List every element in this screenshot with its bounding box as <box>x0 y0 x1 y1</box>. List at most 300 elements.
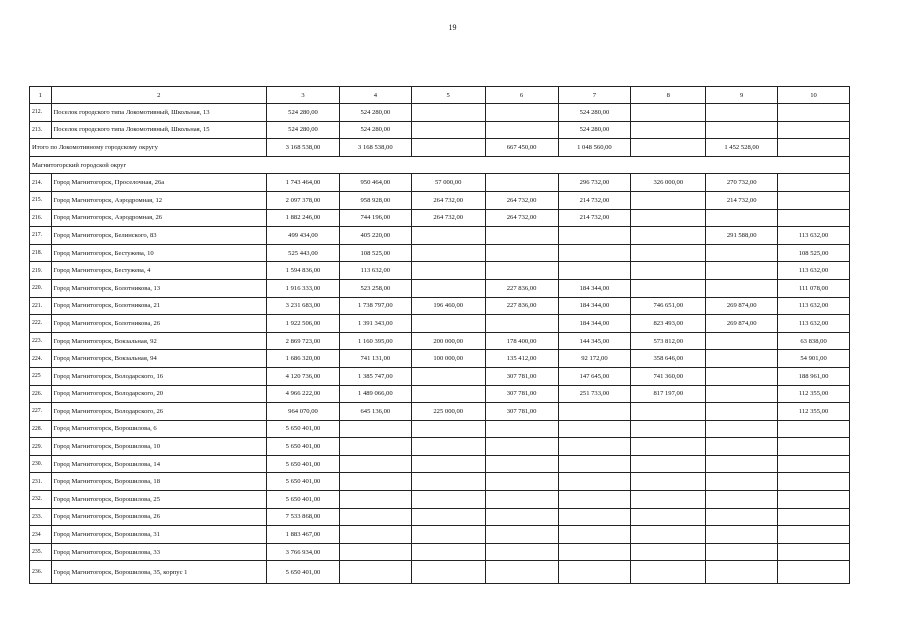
row-number-cell: 236. <box>30 561 52 584</box>
amount-cell: 499 434,00 <box>267 227 340 245</box>
amount-cell: 746 651,00 <box>631 297 706 315</box>
amount-cell <box>558 561 631 584</box>
row-number-cell: 226. <box>30 385 52 403</box>
section-row <box>30 156 850 174</box>
amount-cell <box>411 508 485 526</box>
address-cell: Город Магнитогорск, Ворошилова, 25 <box>51 491 267 509</box>
amount-cell <box>631 420 706 438</box>
amount-cell <box>339 438 411 456</box>
amount-cell: 296 732,00 <box>558 174 631 192</box>
amount-cell: 291 588,00 <box>706 227 778 245</box>
table-row <box>30 244 850 262</box>
amount-cell <box>339 473 411 491</box>
column-number-cell: 3 <box>267 87 340 104</box>
row-number-cell: 225 <box>30 367 52 385</box>
amount-cell: 3 766 934,00 <box>267 543 340 561</box>
amount-cell <box>706 473 778 491</box>
amount-cell <box>411 104 485 122</box>
amount-cell: 1 743 464,00 <box>267 174 340 192</box>
row-number-cell: 215. <box>30 191 52 209</box>
table-row <box>30 121 850 139</box>
amount-cell <box>778 139 850 157</box>
amount-cell <box>558 420 631 438</box>
amount-cell <box>485 438 558 456</box>
table-row <box>30 385 850 403</box>
amount-cell <box>778 543 850 561</box>
amount-cell: 112 355,00 <box>778 403 850 421</box>
amount-cell <box>778 491 850 509</box>
row-number-cell: 213. <box>30 121 52 139</box>
amount-cell: 1 391 343,00 <box>339 315 411 333</box>
row-number-cell: 220. <box>30 279 52 297</box>
amount-cell <box>778 455 850 473</box>
amount-cell <box>631 526 706 544</box>
amount-cell <box>411 227 485 245</box>
table-row <box>30 350 850 368</box>
amount-cell: 135 412,00 <box>485 350 558 368</box>
amount-cell: 405 220,00 <box>339 227 411 245</box>
amount-cell <box>485 508 558 526</box>
amount-cell: 1 385 747,00 <box>339 367 411 385</box>
amount-cell <box>558 526 631 544</box>
amount-cell: 196 460,00 <box>411 297 485 315</box>
address-cell: Город Магнитогорск, Болотникова, 21 <box>51 297 267 315</box>
amount-cell: 1 686 320,00 <box>267 350 340 368</box>
amount-cell: 524 280,00 <box>558 121 631 139</box>
column-number-cell: 9 <box>706 87 778 104</box>
amount-cell <box>706 104 778 122</box>
amount-cell: 523 258,00 <box>339 279 411 297</box>
amount-cell <box>558 543 631 561</box>
amount-cell: 178 400,00 <box>485 332 558 350</box>
address-cell: Город Магнитогорск, Болотникова, 26 <box>51 315 267 333</box>
amount-cell: 112 355,00 <box>778 385 850 403</box>
amount-cell: 214 732,00 <box>706 191 778 209</box>
amount-cell <box>706 438 778 456</box>
row-number-cell: 221. <box>30 297 52 315</box>
address-cell: Город Магнитогорск, Аэродромная, 12 <box>51 191 267 209</box>
amount-cell: 524 280,00 <box>339 121 411 139</box>
amount-cell <box>339 491 411 509</box>
row-number-cell: 218. <box>30 244 52 262</box>
amount-cell <box>778 561 850 584</box>
amount-cell: 524 280,00 <box>267 121 340 139</box>
amount-cell <box>411 367 485 385</box>
amount-cell: 5 650 401,00 <box>267 420 340 438</box>
amount-cell <box>631 227 706 245</box>
amount-cell: 307 781,00 <box>485 403 558 421</box>
amount-cell <box>339 526 411 544</box>
row-number-cell: 232. <box>30 491 52 509</box>
amount-cell <box>411 385 485 403</box>
amount-cell: 188 961,00 <box>778 367 850 385</box>
column-number-cell: 10 <box>778 87 850 104</box>
page-number: 19 <box>448 23 457 32</box>
amount-cell: 1 594 836,00 <box>267 262 340 280</box>
total-label: Итого по Локомотивному городскому округу <box>30 139 267 157</box>
amount-cell: 4 120 736,00 <box>267 367 340 385</box>
amount-cell <box>411 455 485 473</box>
column-number-cell: 1 <box>30 87 52 104</box>
amount-cell <box>778 174 850 192</box>
amount-cell <box>631 139 706 157</box>
amount-cell: 200 000,00 <box>411 332 485 350</box>
column-number-row <box>30 87 850 104</box>
amount-cell: 4 966 222,00 <box>267 385 340 403</box>
amount-cell <box>558 491 631 509</box>
table-row <box>30 455 850 473</box>
amount-cell: 113 632,00 <box>778 297 850 315</box>
amount-cell <box>485 227 558 245</box>
amount-cell <box>631 121 706 139</box>
amount-cell <box>411 279 485 297</box>
amount-cell <box>411 121 485 139</box>
amount-cell: 3 168 538,00 <box>267 139 340 157</box>
amount-cell: 1 916 333,00 <box>267 279 340 297</box>
amount-cell: 251 733,00 <box>558 385 631 403</box>
address-cell: Город Магнитогорск, Вокзальная, 94 <box>51 350 267 368</box>
amount-cell <box>706 262 778 280</box>
amount-cell <box>485 455 558 473</box>
amount-cell: 214 732,00 <box>558 209 631 227</box>
row-number-cell: 228. <box>30 420 52 438</box>
amount-cell: 113 632,00 <box>339 262 411 280</box>
row-number-cell: 212. <box>30 104 52 122</box>
amount-cell: 573 812,00 <box>631 332 706 350</box>
amount-cell <box>631 438 706 456</box>
amount-cell <box>778 191 850 209</box>
amount-cell <box>706 350 778 368</box>
amount-cell: 524 280,00 <box>267 104 340 122</box>
column-number-cell: 5 <box>411 87 485 104</box>
amount-cell: 264 732,00 <box>485 191 558 209</box>
amount-cell <box>706 508 778 526</box>
amount-cell <box>485 104 558 122</box>
amount-cell <box>631 279 706 297</box>
table-row <box>30 543 850 561</box>
address-cell: Город Магнитогорск, Проселочная, 26а <box>51 174 267 192</box>
amount-cell: 1 922 506,00 <box>267 315 340 333</box>
amount-cell <box>558 244 631 262</box>
amount-cell: 307 781,00 <box>485 367 558 385</box>
column-number-cell: 8 <box>631 87 706 104</box>
amount-cell: 147 645,00 <box>558 367 631 385</box>
amount-cell <box>411 420 485 438</box>
amount-cell <box>631 244 706 262</box>
address-cell: Город Магнитогорск, Ворошилова, 33 <box>51 543 267 561</box>
amount-cell: 1 882 246,00 <box>267 209 340 227</box>
amount-cell: 5 650 401,00 <box>267 455 340 473</box>
row-number-cell: 227. <box>30 403 52 421</box>
amount-cell <box>485 244 558 262</box>
table-row <box>30 174 850 192</box>
amount-cell <box>485 315 558 333</box>
amount-cell <box>411 262 485 280</box>
amount-cell <box>558 473 631 491</box>
amount-cell <box>339 455 411 473</box>
total-row <box>30 139 850 157</box>
amount-cell <box>485 491 558 509</box>
amount-cell <box>778 473 850 491</box>
amount-cell <box>339 508 411 526</box>
row-number-cell: 219. <box>30 262 52 280</box>
amount-cell <box>778 121 850 139</box>
amount-cell <box>778 526 850 544</box>
address-cell: Город Магнитогорск, Белинского, 83 <box>51 227 267 245</box>
amount-cell <box>411 244 485 262</box>
amount-cell: 358 646,00 <box>631 350 706 368</box>
amount-cell <box>485 561 558 584</box>
amount-cell <box>706 385 778 403</box>
address-cell: Город Магнитогорск, Ворошилова, 31 <box>51 526 267 544</box>
row-number-cell: 233. <box>30 508 52 526</box>
amount-cell <box>411 561 485 584</box>
address-cell: Город Магнитогорск, Ворошилова, 26 <box>51 508 267 526</box>
amount-cell: 227 836,00 <box>485 279 558 297</box>
row-number-cell: 230. <box>30 455 52 473</box>
amount-cell: 269 874,00 <box>706 297 778 315</box>
amount-cell: 264 732,00 <box>411 209 485 227</box>
amount-cell <box>411 438 485 456</box>
table-row <box>30 561 850 584</box>
amount-cell <box>485 121 558 139</box>
amount-cell: 744 196,00 <box>339 209 411 227</box>
amount-cell: 326 000,00 <box>631 174 706 192</box>
amount-cell <box>706 561 778 584</box>
row-number-cell: 222. <box>30 315 52 333</box>
amount-cell: 1 738 797,00 <box>339 297 411 315</box>
amount-cell <box>631 209 706 227</box>
amount-cell: 3 168 538,00 <box>339 139 411 157</box>
amount-cell <box>778 209 850 227</box>
amount-cell <box>485 420 558 438</box>
amount-cell: 964 070,00 <box>267 403 340 421</box>
amount-cell <box>558 262 631 280</box>
amount-cell <box>631 508 706 526</box>
row-number-cell: 234 <box>30 526 52 544</box>
amount-cell: 3 231 683,00 <box>267 297 340 315</box>
table-row <box>30 191 850 209</box>
table-row <box>30 473 850 491</box>
amount-cell: 113 632,00 <box>778 262 850 280</box>
address-cell: Город Магнитогорск, Аэродромная, 26 <box>51 209 267 227</box>
row-number-cell: 224. <box>30 350 52 368</box>
amount-cell: 113 632,00 <box>778 315 850 333</box>
amount-cell <box>558 455 631 473</box>
amount-cell: 184 344,00 <box>558 315 631 333</box>
table-row <box>30 491 850 509</box>
amount-cell <box>631 403 706 421</box>
amount-cell: 184 344,00 <box>558 297 631 315</box>
address-cell: Поселок городского типа Локомотивный, Школьная, 15 <box>51 121 267 139</box>
amount-cell <box>631 104 706 122</box>
amount-cell <box>706 420 778 438</box>
table-row <box>30 297 850 315</box>
amount-cell: 645 136,00 <box>339 403 411 421</box>
amount-cell: 269 874,00 <box>706 315 778 333</box>
amount-cell: 2 869 723,00 <box>267 332 340 350</box>
amount-cell <box>778 508 850 526</box>
amount-cell: 214 732,00 <box>558 191 631 209</box>
amount-cell <box>485 174 558 192</box>
amount-cell <box>706 543 778 561</box>
amount-cell <box>706 209 778 227</box>
column-number-cell: 2 <box>51 87 267 104</box>
amount-cell: 63 838,00 <box>778 332 850 350</box>
amount-cell <box>706 526 778 544</box>
amount-cell: 270 732,00 <box>706 174 778 192</box>
address-cell: Город Магнитогорск, Болотникова, 13 <box>51 279 267 297</box>
table-row <box>30 332 850 350</box>
amount-cell: 2 097 378,00 <box>267 191 340 209</box>
amount-cell: 5 650 401,00 <box>267 438 340 456</box>
address-cell: Город Магнитогорск, Бестужева, 10 <box>51 244 267 262</box>
table-row <box>30 508 850 526</box>
address-cell: Город Магнитогорск, Ворошилова, 6 <box>51 420 267 438</box>
amount-cell: 1 452 528,00 <box>706 139 778 157</box>
address-cell: Поселок городского типа Локомотивный, Школьная, 13 <box>51 104 267 122</box>
amount-cell <box>706 279 778 297</box>
amount-cell: 113 632,00 <box>778 227 850 245</box>
amount-cell <box>706 455 778 473</box>
table-row <box>30 104 850 122</box>
address-cell: Город Магнитогорск, Ворошилова, 35, корпус 1 <box>51 561 267 584</box>
amount-cell: 667 450,00 <box>485 139 558 157</box>
amount-cell: 5 650 401,00 <box>267 491 340 509</box>
amount-cell: 57 000,00 <box>411 174 485 192</box>
amount-cell: 1 048 560,00 <box>558 139 631 157</box>
amount-cell <box>485 526 558 544</box>
amount-cell <box>411 491 485 509</box>
amount-cell <box>558 438 631 456</box>
amount-cell <box>706 367 778 385</box>
amount-cell: 5 650 401,00 <box>267 473 340 491</box>
amount-cell <box>485 473 558 491</box>
column-number-cell: 4 <box>339 87 411 104</box>
amount-cell <box>631 561 706 584</box>
amount-cell: 307 781,00 <box>485 385 558 403</box>
table-row <box>30 315 850 333</box>
amount-cell: 264 732,00 <box>485 209 558 227</box>
amount-cell <box>339 543 411 561</box>
amount-cell: 823 493,00 <box>631 315 706 333</box>
row-number-cell: 223. <box>30 332 52 350</box>
address-cell: Город Магнитогорск, Володарского, 26 <box>51 403 267 421</box>
row-number-cell: 214. <box>30 174 52 192</box>
amount-cell: 1 160 395,00 <box>339 332 411 350</box>
amount-cell <box>485 262 558 280</box>
table-row <box>30 279 850 297</box>
amount-cell <box>558 227 631 245</box>
amount-cell: 100 000,00 <box>411 350 485 368</box>
amount-cell <box>631 473 706 491</box>
amount-cell: 108 525,00 <box>339 244 411 262</box>
amount-cell: 184 344,00 <box>558 279 631 297</box>
amount-cell: 111 078,00 <box>778 279 850 297</box>
amount-cell: 958 928,00 <box>339 191 411 209</box>
table-row <box>30 438 850 456</box>
table-row <box>30 209 850 227</box>
address-cell: Город Магнитогорск, Ворошилова, 18 <box>51 473 267 491</box>
amount-cell: 144 345,00 <box>558 332 631 350</box>
amount-cell: 950 464,00 <box>339 174 411 192</box>
amount-cell <box>339 420 411 438</box>
table-row <box>30 526 850 544</box>
amount-cell <box>631 491 706 509</box>
table-row <box>30 227 850 245</box>
column-number-cell: 6 <box>485 87 558 104</box>
amount-cell <box>706 403 778 421</box>
amount-cell: 524 280,00 <box>339 104 411 122</box>
table-row <box>30 367 850 385</box>
amount-cell <box>778 104 850 122</box>
row-number-cell: 231. <box>30 473 52 491</box>
table-row <box>30 420 850 438</box>
row-number-cell: 217. <box>30 227 52 245</box>
amount-cell <box>558 508 631 526</box>
table-row <box>30 262 850 280</box>
address-cell: Город Магнитогорск, Володарского, 20 <box>51 385 267 403</box>
address-cell: Город Магнитогорск, Ворошилова, 10 <box>51 438 267 456</box>
amount-cell: 108 525,00 <box>778 244 850 262</box>
amount-cell: 1 883 467,00 <box>267 526 340 544</box>
address-cell: Город Магнитогорск, Володарского, 16 <box>51 367 267 385</box>
amount-cell <box>558 403 631 421</box>
amount-cell: 817 197,00 <box>631 385 706 403</box>
address-cell: Город Магнитогорск, Бестужева, 4 <box>51 262 267 280</box>
table-row <box>30 403 850 421</box>
amount-cell: 741 131,00 <box>339 350 411 368</box>
amount-cell: 525 443,00 <box>267 244 340 262</box>
amount-cell <box>706 491 778 509</box>
amount-cell <box>778 438 850 456</box>
amount-cell: 92 172,00 <box>558 350 631 368</box>
amount-cell <box>339 561 411 584</box>
amount-cell <box>778 420 850 438</box>
amount-cell: 5 650 401,00 <box>267 561 340 584</box>
amount-cell <box>411 473 485 491</box>
amount-cell <box>706 121 778 139</box>
amount-cell: 741 360,00 <box>631 367 706 385</box>
amount-cell <box>631 543 706 561</box>
row-number-cell: 216. <box>30 209 52 227</box>
address-cell: Город Магнитогорск, Ворошилова, 14 <box>51 455 267 473</box>
amount-cell <box>631 455 706 473</box>
amount-cell <box>631 191 706 209</box>
amount-cell <box>411 139 485 157</box>
amount-cell: 1 489 066,00 <box>339 385 411 403</box>
column-number-cell: 7 <box>558 87 631 104</box>
amount-cell: 227 836,00 <box>485 297 558 315</box>
address-cell: Город Магнитогорск, Вокзальная, 92 <box>51 332 267 350</box>
amount-cell <box>631 262 706 280</box>
amount-cell: 54 901,00 <box>778 350 850 368</box>
amount-cell <box>706 332 778 350</box>
section-title: Магнитогорский городской округ <box>30 156 850 174</box>
amount-cell: 225 000,00 <box>411 403 485 421</box>
amount-cell <box>411 543 485 561</box>
amount-cell: 7 533 868,00 <box>267 508 340 526</box>
amount-cell <box>485 543 558 561</box>
amount-cell <box>411 315 485 333</box>
row-number-cell: 229. <box>30 438 52 456</box>
funding-table <box>29 86 850 584</box>
amount-cell <box>411 526 485 544</box>
row-number-cell: 235. <box>30 543 52 561</box>
amount-cell <box>706 244 778 262</box>
amount-cell: 264 732,00 <box>411 191 485 209</box>
amount-cell: 524 280,00 <box>558 104 631 122</box>
